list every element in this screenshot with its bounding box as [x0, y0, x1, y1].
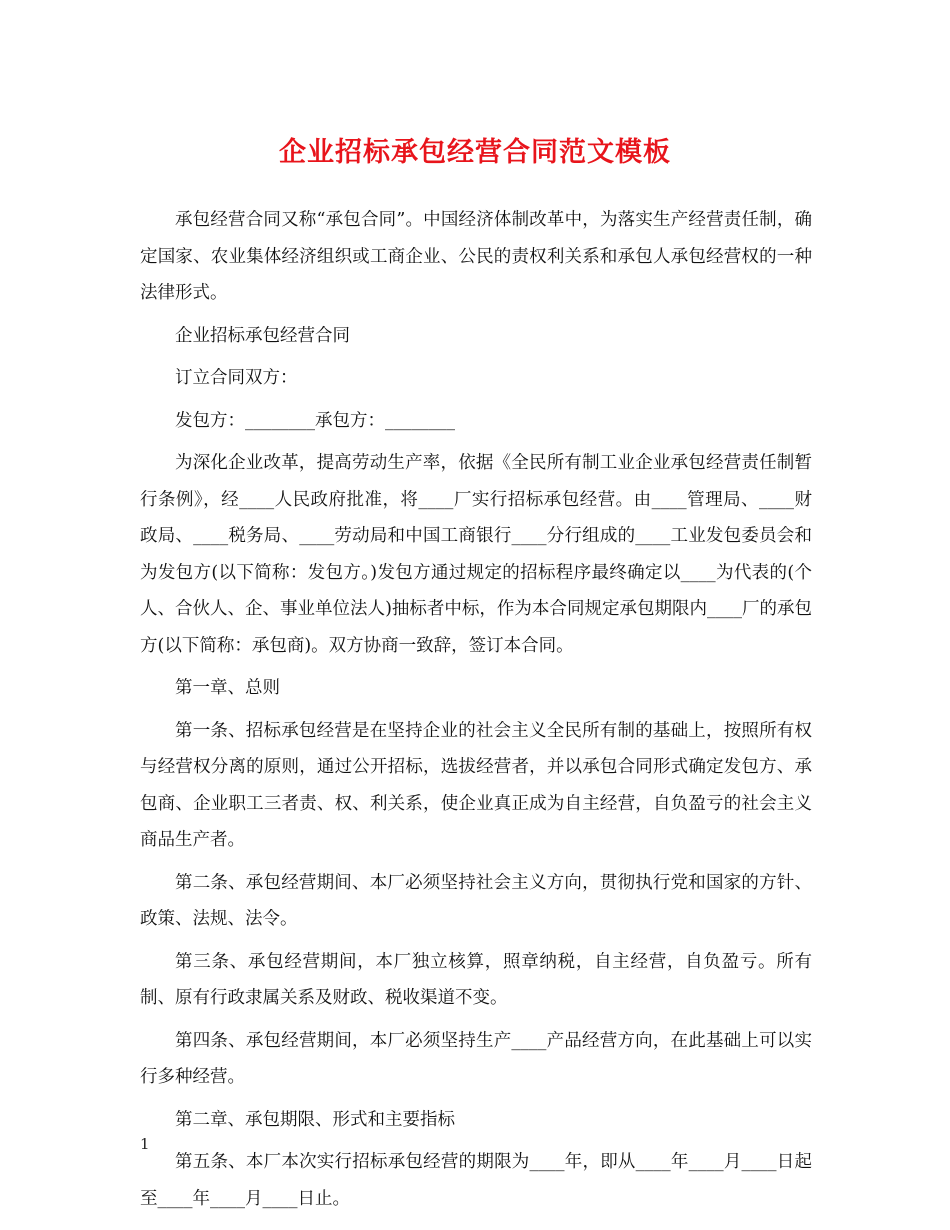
paragraph-intro: 承包经营合同又称“承包合同”。中国经济体制改革中，为落实生产经营责任制，确定国家、农业集体经济组织或工商企业、公民的责权利关系和承包人承包经营权的一种法律形式。 — [140, 210, 812, 303]
chapter-heading-1: 第一章、总则 — [175, 678, 280, 698]
article-5: 第五条、本厂本次实行招标承包经营的期限为____年，即从____年____月____日起至____年____月____日止。 — [140, 1152, 812, 1209]
paragraph-parties: 发包方：________承包方：________ — [175, 410, 455, 431]
chapter-heading-2: 第二章、承包期限、形式和主要指标 — [175, 1109, 455, 1130]
article-4: 第四条、承包经营期间，本厂必须坚持生产____产品经营方向，在此基础上可以实行多种经营。 — [140, 1030, 812, 1087]
page-title: 企业招标承包经营合同范文模板 — [279, 137, 671, 168]
article-1: 第一条、招标承包经营是在坚持企业的社会主义全民所有制的基础上，按照所有权与经营权分离的原则，通过公开招标，选拔经营者，并以承包合同形式确定发包方、承包商、企业职工三者责、权、利关系，使企业真正成为自主经营，自负盈亏的社会主义商品生产者。 — [140, 720, 812, 850]
paragraph-preamble: 为深化企业改革，提高劳动生产率，依据《全民所有制工业企业承包经营责任制暂行条例》，经____人民政府批准，将____厂实行招标承包经营。由____管理局、____财政局、____税务局、____劳动局和中国工商银行____分行组成的____工业发包委员会和为发包方(以下简称：发包方。)发包方通过规定的招标程序最终确定以____为代表的(个人、合伙人、企、事业单位法人)抽标者中标，作为本合同规定承包期限内____厂的承包方(以下简称：承包商)。双方协商一致辞，签订本合同。 — [140, 453, 812, 656]
article-3: 第三条、承包经营期间，本厂独立核算，照章纳税，自主经营，自负盈亏。所有制、原有行政隶属关系及财政、税收渠道不变。 — [140, 951, 812, 1008]
document-body — [140, 202, 812, 1223]
article-2: 第二条、承包经营期间、本厂必须坚持社会主义方向，贯彻执行党和国家的方针、政策、法规、法令。 — [140, 872, 812, 929]
paragraph-contract-name: 企业招标承包经营合同 — [175, 325, 350, 346]
page-number: 1 — [140, 1135, 150, 1153]
paragraph-parties-heading: 订立合同双方： — [175, 368, 298, 388]
